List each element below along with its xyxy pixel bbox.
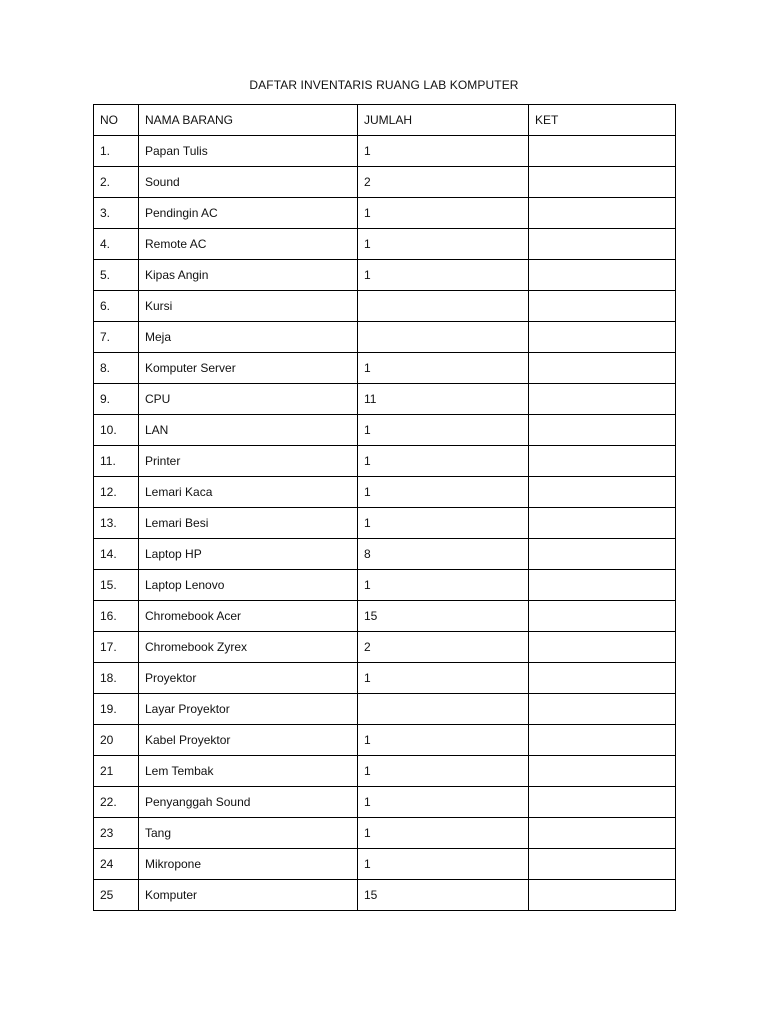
cell-no: 8. xyxy=(94,353,139,384)
table-row xyxy=(94,880,676,911)
cell-ket xyxy=(529,322,676,353)
table-row xyxy=(94,167,676,198)
table-row xyxy=(94,229,676,260)
cell-nama-barang: Chromebook Acer xyxy=(139,601,358,632)
table-row xyxy=(94,601,676,632)
cell-jumlah: 8 xyxy=(358,539,529,570)
cell-ket xyxy=(529,477,676,508)
cell-ket xyxy=(529,260,676,291)
table-row xyxy=(94,539,676,570)
cell-nama-barang: Lemari Kaca xyxy=(139,477,358,508)
cell-ket xyxy=(529,446,676,477)
table-row xyxy=(94,198,676,229)
cell-nama-barang: CPU xyxy=(139,384,358,415)
cell-no: 4. xyxy=(94,229,139,260)
cell-ket xyxy=(529,539,676,570)
cell-no: 21 xyxy=(94,756,139,787)
cell-nama-barang: Kabel Proyektor xyxy=(139,725,358,756)
cell-ket xyxy=(529,136,676,167)
cell-nama-barang: Kursi xyxy=(139,291,358,322)
cell-ket xyxy=(529,229,676,260)
cell-jumlah: 1 xyxy=(358,353,529,384)
cell-no: 14. xyxy=(94,539,139,570)
cell-ket xyxy=(529,415,676,446)
cell-nama-barang: Chromebook Zyrex xyxy=(139,632,358,663)
cell-ket xyxy=(529,570,676,601)
header-row xyxy=(94,105,676,136)
inventory-table xyxy=(93,104,676,911)
cell-ket xyxy=(529,632,676,663)
cell-nama-barang: Remote AC xyxy=(139,229,358,260)
cell-nama-barang: Sound xyxy=(139,167,358,198)
table-row xyxy=(94,787,676,818)
cell-no: 16. xyxy=(94,601,139,632)
header-no: NO xyxy=(94,105,139,136)
cell-jumlah: 1 xyxy=(358,229,529,260)
cell-jumlah: 11 xyxy=(358,384,529,415)
cell-no: 7. xyxy=(94,322,139,353)
cell-no: 24 xyxy=(94,849,139,880)
cell-no: 22. xyxy=(94,787,139,818)
cell-ket xyxy=(529,818,676,849)
cell-nama-barang: Printer xyxy=(139,446,358,477)
cell-ket xyxy=(529,849,676,880)
cell-nama-barang: Laptop HP xyxy=(139,539,358,570)
cell-nama-barang: Meja xyxy=(139,322,358,353)
cell-ket xyxy=(529,787,676,818)
cell-ket xyxy=(529,756,676,787)
table-row xyxy=(94,849,676,880)
header-jumlah: JUMLAH xyxy=(358,105,529,136)
header-ket: KET xyxy=(529,105,676,136)
cell-ket xyxy=(529,880,676,911)
cell-ket xyxy=(529,725,676,756)
cell-ket xyxy=(529,198,676,229)
cell-no: 2. xyxy=(94,167,139,198)
table-header xyxy=(94,105,676,136)
table-row xyxy=(94,818,676,849)
cell-jumlah: 1 xyxy=(358,260,529,291)
cell-ket xyxy=(529,353,676,384)
cell-jumlah: 1 xyxy=(358,415,529,446)
cell-jumlah: 1 xyxy=(358,446,529,477)
document-title: DAFTAR INVENTARIS RUANG LAB KOMPUTER xyxy=(249,78,519,92)
table-row xyxy=(94,446,676,477)
table-row xyxy=(94,322,676,353)
table-row xyxy=(94,415,676,446)
cell-no: 18. xyxy=(94,663,139,694)
table-row xyxy=(94,508,676,539)
table-row xyxy=(94,663,676,694)
cell-no: 17. xyxy=(94,632,139,663)
cell-nama-barang: Penyanggah Sound xyxy=(139,787,358,818)
cell-jumlah xyxy=(358,322,529,353)
cell-ket xyxy=(529,694,676,725)
cell-no: 1. xyxy=(94,136,139,167)
cell-no: 15. xyxy=(94,570,139,601)
cell-jumlah: 1 xyxy=(358,663,529,694)
table-row xyxy=(94,384,676,415)
cell-no: 25 xyxy=(94,880,139,911)
cell-nama-barang: Layar Proyektor xyxy=(139,694,358,725)
cell-no: 23 xyxy=(94,818,139,849)
table-row xyxy=(94,694,676,725)
cell-jumlah: 2 xyxy=(358,632,529,663)
table-row xyxy=(94,353,676,384)
cell-jumlah: 1 xyxy=(358,818,529,849)
cell-jumlah: 2 xyxy=(358,167,529,198)
cell-jumlah: 1 xyxy=(358,508,529,539)
table-row xyxy=(94,632,676,663)
table-row xyxy=(94,136,676,167)
cell-jumlah: 1 xyxy=(358,570,529,601)
table-row xyxy=(94,725,676,756)
cell-nama-barang: Lemari Besi xyxy=(139,508,358,539)
cell-no: 11. xyxy=(94,446,139,477)
cell-no: 9. xyxy=(94,384,139,415)
cell-nama-barang: Komputer Server xyxy=(139,353,358,384)
cell-nama-barang: Papan Tulis xyxy=(139,136,358,167)
cell-no: 6. xyxy=(94,291,139,322)
cell-nama-barang: Laptop Lenovo xyxy=(139,570,358,601)
header-nama-barang: NAMA BARANG xyxy=(139,105,358,136)
cell-ket xyxy=(529,601,676,632)
cell-no: 20 xyxy=(94,725,139,756)
cell-jumlah: 1 xyxy=(358,136,529,167)
cell-ket xyxy=(529,291,676,322)
cell-ket xyxy=(529,167,676,198)
cell-no: 19. xyxy=(94,694,139,725)
cell-ket xyxy=(529,663,676,694)
table-row xyxy=(94,260,676,291)
cell-no: 13. xyxy=(94,508,139,539)
cell-nama-barang: Proyektor xyxy=(139,663,358,694)
cell-ket xyxy=(529,508,676,539)
cell-no: 5. xyxy=(94,260,139,291)
cell-nama-barang: Komputer xyxy=(139,880,358,911)
cell-jumlah: 1 xyxy=(358,787,529,818)
cell-jumlah xyxy=(358,291,529,322)
table-row xyxy=(94,477,676,508)
cell-nama-barang: Lem Tembak xyxy=(139,756,358,787)
cell-jumlah: 1 xyxy=(358,756,529,787)
cell-ket xyxy=(529,384,676,415)
table-row xyxy=(94,570,676,601)
cell-nama-barang: Pendingin AC xyxy=(139,198,358,229)
cell-jumlah: 1 xyxy=(358,849,529,880)
table-body xyxy=(94,136,676,911)
cell-jumlah: 1 xyxy=(358,198,529,229)
cell-no: 10. xyxy=(94,415,139,446)
cell-jumlah: 1 xyxy=(358,477,529,508)
cell-jumlah: 15 xyxy=(358,880,529,911)
cell-no: 12. xyxy=(94,477,139,508)
cell-nama-barang: Mikropone xyxy=(139,849,358,880)
cell-jumlah: 1 xyxy=(358,725,529,756)
cell-jumlah xyxy=(358,694,529,725)
cell-nama-barang: LAN xyxy=(139,415,358,446)
table-row xyxy=(94,756,676,787)
cell-jumlah: 15 xyxy=(358,601,529,632)
cell-no: 3. xyxy=(94,198,139,229)
cell-nama-barang: Kipas Angin xyxy=(139,260,358,291)
cell-nama-barang: Tang xyxy=(139,818,358,849)
table-row xyxy=(94,291,676,322)
